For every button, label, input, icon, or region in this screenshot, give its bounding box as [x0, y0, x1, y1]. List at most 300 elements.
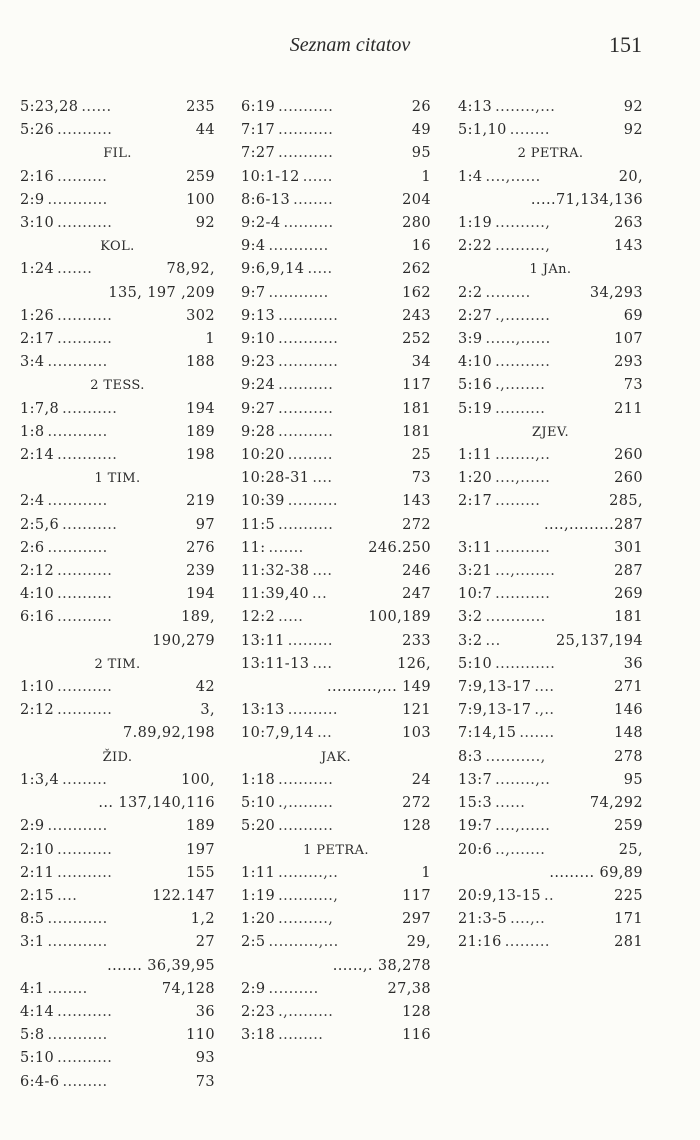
verse-reference: 4:1: [20, 980, 45, 997]
verse-reference: 9:4: [241, 238, 266, 255]
verse-reference: 8:6-13: [241, 191, 291, 208]
index-entry: [458, 746, 643, 769]
verse-reference: 1:19: [458, 215, 493, 232]
verse-reference: 5:26: [20, 122, 55, 139]
page-reference: 281: [614, 934, 643, 951]
dot-leader: ...........: [278, 377, 334, 394]
verse-reference: 5:8: [20, 1027, 45, 1044]
verse-reference: 2:17: [20, 331, 55, 348]
dot-leader: ...........: [57, 1050, 113, 1067]
index-entry: [241, 583, 431, 606]
verse-reference: 2:16: [20, 168, 55, 185]
index-entry: [20, 96, 215, 119]
verse-reference: 3:1: [20, 934, 45, 951]
page-reference: 293: [614, 354, 643, 371]
dot-leader: ............: [278, 307, 339, 324]
dot-leader: ...........: [278, 423, 334, 440]
verse-reference: 7:17: [241, 122, 276, 139]
entry-continuation: ....,.........287: [543, 516, 643, 533]
entry-continuation: .....71,134,136: [530, 191, 643, 208]
page-reference: 93: [195, 1050, 215, 1067]
verse-reference: 2:9: [20, 191, 45, 208]
page-reference: 246.250: [368, 539, 431, 556]
dot-leader: ...........: [278, 818, 334, 835]
verse-reference: 2:4: [20, 493, 45, 510]
page-reference: 189,: [181, 609, 215, 626]
book-heading: 1 TIM.: [94, 471, 141, 487]
page-reference: 73: [411, 470, 431, 487]
verse-reference: 6:16: [20, 609, 55, 626]
verse-reference: 10:28-31: [241, 470, 310, 487]
page-reference: 239: [186, 563, 215, 580]
verse-reference: 13:13: [241, 702, 285, 719]
index-entry: [20, 583, 215, 606]
verse-reference: 5:23,28: [20, 99, 79, 115]
page-reference: 297: [402, 911, 431, 928]
page-reference: 97: [195, 516, 215, 533]
dot-leader: .,.........: [278, 1003, 334, 1020]
index-entry: [241, 792, 431, 815]
index-entry: [458, 166, 643, 189]
page-reference: 302: [186, 307, 215, 324]
page-reference: 27: [195, 934, 215, 951]
index-entry: [241, 699, 431, 722]
index-entry: [20, 862, 215, 885]
verse-reference: 9:13: [241, 307, 276, 324]
page-reference: 194: [186, 586, 215, 603]
dot-leader: ....: [312, 470, 333, 487]
entry-continuation: ....... 36,39,95: [107, 957, 215, 974]
verse-reference: 1:4: [458, 168, 483, 185]
dot-leader: ...........: [57, 702, 113, 719]
page-reference: 34,293: [589, 284, 643, 301]
page-reference: 259: [614, 818, 643, 835]
index-entry: [241, 490, 431, 513]
page-reference: 260: [614, 470, 643, 487]
index-entry: [458, 282, 643, 305]
dot-leader: ....: [534, 679, 555, 696]
dot-leader: ..........,: [495, 215, 551, 232]
dot-leader: ...........: [57, 609, 113, 626]
page-reference: 280: [402, 215, 431, 232]
entry-continuation: 190,279: [152, 632, 215, 649]
page-reference: 252: [402, 331, 431, 348]
dot-leader: ..........: [287, 493, 338, 510]
index-entry: [458, 444, 643, 467]
verse-reference: 19:7: [458, 818, 493, 835]
dot-leader: ....,......: [485, 168, 541, 185]
verse-reference: 2:2: [458, 284, 483, 301]
index-entry: [20, 815, 215, 838]
index-entry: [20, 1024, 215, 1047]
verse-reference: 3:2: [458, 632, 483, 649]
dot-leader: ...........: [57, 307, 113, 324]
dot-leader: ............: [47, 1027, 108, 1044]
page-reference: 100: [186, 191, 215, 208]
dot-leader: ............: [278, 331, 339, 348]
verse-reference: 1:26: [20, 307, 55, 324]
verse-reference: 2:9: [241, 980, 266, 997]
page-reference: 42: [195, 679, 215, 696]
dot-leader: ..........,: [495, 238, 551, 255]
dot-leader: ............: [47, 354, 108, 371]
dot-leader: ........: [293, 191, 334, 208]
dot-leader: ............: [268, 284, 329, 301]
book-heading: 1 PETRA.: [303, 842, 369, 858]
page-reference: 122.147: [152, 887, 215, 904]
page-reference: 92: [623, 99, 643, 115]
page-reference: 162: [402, 284, 431, 301]
index-entry: [241, 142, 431, 165]
index-entry: [241, 514, 431, 537]
dot-leader: ............: [47, 423, 108, 440]
verse-reference: 4:14: [20, 1003, 55, 1020]
index-entry: [241, 258, 431, 281]
index-entry: [241, 978, 431, 1001]
page-reference: 117: [402, 887, 431, 904]
dot-leader: ............: [47, 191, 108, 208]
index-entry: [458, 653, 643, 676]
dot-leader: ......: [81, 99, 112, 115]
index-entry: [458, 676, 643, 699]
verse-reference: 7:14,15: [458, 725, 517, 742]
index-column-2: [241, 96, 431, 1047]
verse-reference: 13:11: [241, 632, 285, 649]
verse-reference: 7:27: [241, 145, 276, 162]
page-reference: 285,: [609, 493, 643, 510]
index-entry: [20, 305, 215, 328]
verse-reference: 3:18: [241, 1027, 276, 1044]
verse-reference: 11:5: [241, 516, 276, 533]
index-entry: [458, 235, 643, 258]
page-reference: 189: [186, 423, 215, 440]
dot-leader: ...........: [278, 400, 334, 417]
dot-leader: ...........,: [485, 748, 546, 765]
verse-reference: 2:10: [20, 841, 55, 858]
index-entry: [241, 653, 431, 676]
index-entry: [20, 490, 215, 513]
dot-leader: ...........: [495, 354, 551, 371]
index-entry: [241, 444, 431, 467]
dot-leader: ..,.......: [495, 841, 546, 858]
dot-leader: .,.........: [278, 795, 334, 812]
verse-reference: 13:7: [458, 771, 493, 788]
page-reference: 225: [614, 887, 643, 904]
page-reference: 301: [614, 539, 643, 556]
index-entry: [241, 630, 431, 653]
page-reference: 117: [402, 377, 431, 394]
page-reference: 269: [614, 586, 643, 603]
page-reference: 194: [186, 400, 215, 417]
index-entry: [458, 537, 643, 560]
book-heading: JAK.: [320, 749, 352, 765]
index-entry: [241, 885, 431, 908]
dot-leader: ....: [312, 563, 333, 580]
dot-leader: .........,..: [278, 864, 339, 881]
index-entry: [458, 398, 643, 421]
verse-reference: 4:13: [458, 99, 493, 115]
index-entry: [241, 374, 431, 397]
dot-leader: ...,........: [495, 563, 556, 580]
page-reference: 204: [402, 191, 431, 208]
dot-leader: ...........: [278, 771, 334, 788]
dot-leader: ...........: [57, 122, 113, 139]
index-entry: [241, 862, 431, 885]
index-entry: [20, 328, 215, 351]
index-entry: [458, 96, 643, 119]
verse-reference: 2:11: [20, 864, 55, 881]
verse-reference: 15:3: [458, 795, 493, 812]
verse-reference: 10:7: [458, 586, 493, 603]
index-entry: [20, 212, 215, 235]
dot-leader: .........: [62, 771, 108, 788]
index-entry: [20, 421, 215, 444]
page-reference: 36: [623, 655, 643, 672]
page-reference: 27,38: [387, 980, 431, 997]
index-entry: [20, 119, 215, 142]
dot-leader: .........: [495, 493, 541, 510]
page-reference: 247: [402, 586, 431, 603]
page-reference: 148: [614, 725, 643, 742]
dot-leader: .........: [287, 447, 333, 464]
page-reference: 271: [614, 679, 643, 696]
page-reference: 92: [195, 215, 215, 232]
page-reference: 3,: [200, 702, 215, 719]
index-entry: [458, 583, 643, 606]
page-reference: 74,128: [161, 980, 215, 997]
page-reference: 16: [411, 238, 431, 255]
dot-leader: ..........: [287, 702, 338, 719]
verse-reference: 7:9,13-17: [458, 702, 532, 719]
index-entry: [458, 606, 643, 629]
index-entry: [458, 931, 643, 954]
page-reference: 116: [402, 1027, 431, 1044]
index-entry: [20, 839, 215, 862]
page-reference: 272: [402, 795, 431, 812]
index-entry: [20, 514, 215, 537]
index-entry: [20, 189, 215, 212]
index-entry: [20, 769, 215, 792]
verse-reference: 21:3-5: [458, 911, 508, 928]
dot-leader: ...........: [495, 586, 551, 603]
index-entry: [458, 328, 643, 351]
page-reference: 95: [623, 771, 643, 788]
page-reference: 95: [411, 145, 431, 162]
verse-reference: 10:39: [241, 493, 285, 510]
index-entry: [241, 189, 431, 212]
page-reference: 1: [421, 864, 431, 881]
index-entry: [241, 351, 431, 374]
page-reference: 92: [623, 122, 643, 139]
page-reference: 78,92,: [166, 261, 215, 278]
dot-leader: ...........: [62, 400, 118, 417]
dot-leader: .,..: [534, 702, 555, 719]
dot-leader: ............: [485, 609, 546, 626]
page-reference: 263: [614, 215, 643, 232]
dot-leader: ...........: [57, 841, 113, 858]
verse-reference: 11:: [241, 539, 266, 556]
index-entry: [458, 212, 643, 235]
running-title: Seznam citatov: [289, 34, 411, 56]
page-reference: 100,: [181, 771, 215, 788]
index-entry: [241, 815, 431, 838]
verse-reference: 2:27: [458, 307, 493, 324]
dot-leader: .....: [307, 261, 333, 278]
index-entry: [458, 815, 643, 838]
page-reference: 25,137,194: [555, 632, 643, 649]
dot-leader: ...........: [57, 215, 113, 232]
dot-leader: ............: [47, 818, 108, 835]
verse-reference: 3:10: [20, 215, 55, 232]
page-reference: 181: [402, 423, 431, 440]
dot-leader: ...........: [62, 516, 118, 533]
page-reference: 143: [402, 493, 431, 510]
page-reference: 73: [623, 377, 643, 394]
dot-leader: .........: [485, 284, 531, 301]
dot-leader: .......: [268, 539, 304, 556]
index-entry: [20, 1001, 215, 1024]
dot-leader: ...........: [278, 516, 334, 533]
dot-leader: .,.........: [495, 307, 551, 324]
dot-leader: ............: [47, 934, 108, 951]
index-entry: [20, 537, 215, 560]
dot-leader: .........: [504, 934, 550, 951]
index-entry: [458, 560, 643, 583]
page-reference: 189: [186, 818, 215, 835]
index-entry: [241, 282, 431, 305]
verse-reference: 1:10: [20, 679, 55, 696]
verse-reference: 9:28: [241, 423, 276, 440]
verse-reference: 8:3: [458, 748, 483, 765]
verse-reference: 1:20: [241, 911, 276, 928]
page-reference: 246: [402, 563, 431, 580]
dot-leader: ...........: [57, 1003, 113, 1020]
index-entry: [458, 769, 643, 792]
verse-reference: 4:10: [458, 354, 493, 371]
verse-reference: 1:7,8: [20, 400, 60, 417]
verse-reference: 13:11-13: [241, 655, 310, 672]
entry-continuation: 7.89,92,198: [122, 725, 215, 742]
entry-continuation: ..........,... 149: [326, 679, 431, 696]
verse-reference: 2:15: [20, 887, 55, 904]
index-entry: [241, 908, 431, 931]
page-reference: 36: [195, 1003, 215, 1020]
index-entry: [20, 931, 215, 954]
verse-reference: 10:1-12: [241, 168, 300, 185]
dot-leader: ............: [57, 447, 118, 464]
index-entry: [20, 398, 215, 421]
dot-leader: ...........: [278, 122, 334, 139]
page-reference: 44: [195, 122, 215, 139]
page-reference: 34: [411, 354, 431, 371]
page-reference: 233: [402, 632, 431, 649]
verse-reference: 2:12: [20, 702, 55, 719]
index-entry: [20, 885, 215, 908]
index-entry: [20, 978, 215, 1001]
verse-reference: 5:19: [458, 400, 493, 417]
index-entry: [458, 792, 643, 815]
dot-leader: ..........: [268, 980, 319, 997]
verse-reference: 1:8: [20, 423, 45, 440]
dot-leader: ..........: [495, 400, 546, 417]
page-reference: 260: [614, 447, 643, 464]
dot-leader: ...: [317, 725, 333, 742]
page-reference: 278: [614, 748, 643, 765]
dot-leader: .......: [519, 725, 555, 742]
page-reference: 181: [402, 400, 431, 417]
index-entry: [241, 96, 431, 119]
page-reference: 26: [411, 99, 431, 115]
index-entry: [241, 421, 431, 444]
index-entry: [241, 560, 431, 583]
dot-leader: ....,..: [510, 911, 546, 928]
dot-leader: ...........: [57, 679, 113, 696]
index-column-3: [458, 96, 643, 955]
page-reference: 1: [205, 331, 215, 348]
page-reference: 69: [623, 307, 643, 324]
book-heading: 2 TESS.: [90, 378, 145, 394]
verse-reference: 8:5: [20, 911, 45, 928]
dot-leader: ..........: [57, 168, 108, 185]
verse-reference: 11:32-38: [241, 563, 310, 580]
page-reference: 1,2: [190, 911, 215, 928]
page-reference: 49: [411, 122, 431, 139]
page-reference: 262: [402, 261, 431, 278]
book-heading: 1 JAn.: [529, 262, 572, 278]
verse-reference: 2:22: [458, 238, 493, 255]
verse-reference: 1:18: [241, 771, 276, 788]
verse-reference: 9:10: [241, 331, 276, 348]
index-entry: [20, 699, 215, 722]
verse-reference: 2:23: [241, 1003, 276, 1020]
index-entry: [241, 1024, 431, 1047]
dot-leader: .........: [278, 1027, 324, 1044]
page-reference: 259: [186, 168, 215, 185]
page-reference: 181: [614, 609, 643, 626]
index-entry: [458, 119, 643, 142]
index-entry: [241, 328, 431, 351]
index-entry: [458, 839, 643, 862]
page-reference: 128: [402, 818, 431, 835]
dot-leader: ....,......: [495, 470, 551, 487]
index-entry: [241, 398, 431, 421]
dot-leader: ........,..: [495, 771, 551, 788]
index-entry: [20, 676, 215, 699]
dot-leader: ....: [312, 655, 333, 672]
dot-leader: .........: [287, 632, 333, 649]
verse-reference: 1:11: [458, 447, 493, 464]
page-reference: 20,: [618, 168, 643, 185]
verse-reference: 1:11: [241, 864, 276, 881]
index-entry: [458, 490, 643, 513]
dot-leader: ...........: [57, 563, 113, 580]
entry-continuation: ......... 69,89: [549, 864, 643, 881]
index-entry: [20, 908, 215, 931]
verse-reference: 11:39,40: [241, 586, 310, 603]
verse-reference: 20:9,13-15: [458, 887, 541, 904]
page-reference: 219: [186, 493, 215, 510]
dot-leader: ........,..: [495, 447, 551, 464]
page-reference: 25: [411, 447, 431, 464]
verse-reference: 5:10: [458, 655, 493, 672]
page-reference: 188: [186, 354, 215, 371]
index-entry: [20, 560, 215, 583]
dot-leader: ............: [47, 493, 108, 510]
dot-leader: ............: [278, 354, 339, 371]
index-entry: [20, 606, 215, 629]
verse-reference: 6:19: [241, 99, 276, 115]
verse-reference: 9:24: [241, 377, 276, 394]
